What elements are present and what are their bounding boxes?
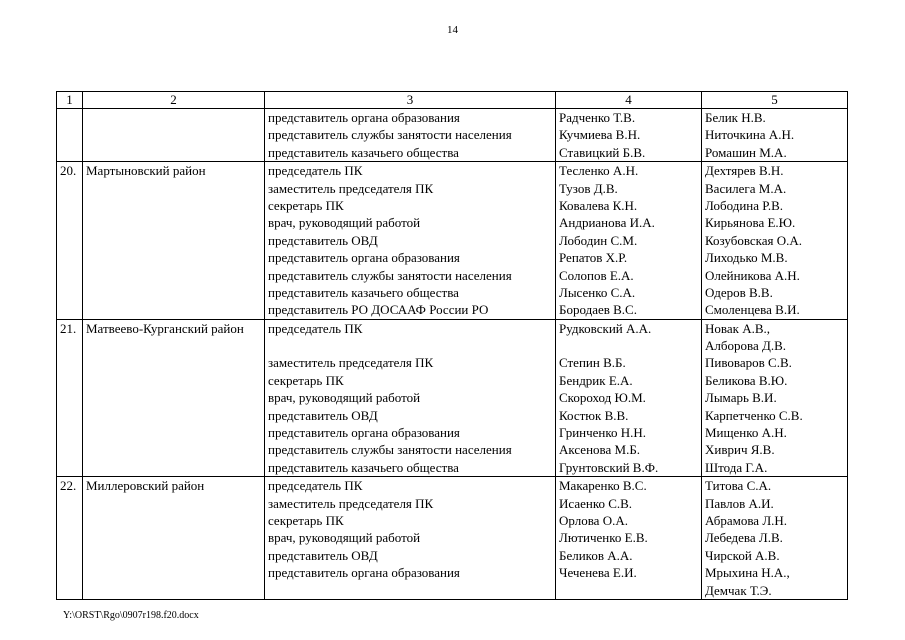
cell-line: Степин В.Б.: [559, 355, 626, 371]
cell-line: Беликова В.Ю.: [705, 372, 788, 388]
cell-line: 20.: [60, 163, 77, 179]
cell-line: Макаренко В.С.: [559, 478, 647, 494]
cell-line: Кучмиева В.Н.: [559, 127, 641, 143]
cell-line: [268, 582, 552, 599]
cell-line: Исаенко С.В.: [559, 495, 633, 511]
cell-line: Ставицкий Б.В.: [559, 144, 646, 160]
member-cell: [556, 162, 702, 320]
cell-line: Василега М.А.: [705, 180, 787, 196]
cell-line: Ковалева К.Н.: [559, 197, 638, 213]
table-row: [57, 109, 848, 162]
cell-line: председатель ПК: [268, 163, 363, 179]
column-header-5: 5: [702, 92, 848, 109]
cell-line: Матвеево-Курганский район: [86, 320, 244, 336]
cell-line: представитель ОВД: [268, 407, 378, 423]
cell-line: Скороход Ю.М.: [559, 390, 646, 406]
cell-line: врач, руководящий работой: [268, 215, 421, 231]
cell-line: Лебедева Л.В.: [705, 530, 783, 546]
cell-line: Демчак Т.Э.: [705, 582, 772, 598]
cell-line: заместитель председателя ПК: [268, 495, 434, 511]
role-cell: [265, 477, 556, 600]
cell-line: председатель ПК: [268, 320, 363, 336]
cell-line: Радченко Т.В.: [559, 110, 636, 125]
header-row: [57, 92, 848, 109]
cell-line: [559, 337, 698, 354]
cell-line: Гринченко Н.Н.: [559, 425, 647, 441]
cell-line: Бородаев В.С.: [559, 302, 637, 318]
cell-line: Репатов Х.Р.: [559, 250, 628, 266]
cell-line: Дехтярев В.Н.: [705, 163, 784, 179]
cell-line: врач, руководящий работой: [268, 530, 421, 546]
cell-line: Беликов А.А.: [559, 547, 633, 563]
cell-line: Бендрик Е.А.: [559, 372, 633, 388]
cell-line: Солопов Е.А.: [559, 267, 634, 283]
cell-line: секретарь ПК: [268, 372, 344, 388]
cell-line: Чеченева Е.И.: [559, 565, 637, 581]
reserve-cell: [702, 109, 848, 162]
cell-line: Мартыновский район: [86, 163, 206, 179]
district-cell: [83, 319, 265, 477]
cell-line: представитель ОВД: [268, 547, 378, 563]
cell-line: представитель казачьего общества: [268, 144, 459, 160]
role-cell: [265, 162, 556, 320]
cell-line: представитель службы занятости населения: [268, 127, 512, 143]
cell-line: Штода Г.А.: [705, 459, 768, 475]
member-cell: [556, 477, 702, 600]
cell-line: представитель органа образования: [268, 565, 460, 581]
cell-line: Ромашин М.А.: [705, 144, 787, 160]
column-header-3: 3: [265, 92, 556, 109]
row-number-cell: [57, 477, 83, 600]
file-path: Y:\ORST\Rgo\0907r198.f20.docx: [63, 610, 199, 621]
member-cell: [556, 109, 702, 162]
column-header-2: 2: [83, 92, 265, 109]
cell-line: врач, руководящий работой: [268, 390, 421, 406]
cell-line: секретарь ПК: [268, 197, 344, 213]
cell-line: 22.: [60, 478, 77, 494]
cell-line: [268, 337, 552, 354]
reserve-cell: [702, 319, 848, 477]
cell-line: 21.: [60, 320, 77, 336]
cell-line: Орлова О.А.: [559, 512, 628, 528]
role-cell: [265, 319, 556, 477]
cell-line: Рудковский А.А.: [559, 320, 652, 336]
cell-line: [60, 109, 79, 126]
cell-line: Карпетченко С.В.: [705, 407, 803, 423]
cell-line: представитель казачьего общества: [268, 459, 459, 475]
cell-line: представитель органа образования: [268, 250, 460, 266]
row-number-cell: [57, 109, 83, 162]
cell-line: Кирьянова Е.Ю.: [705, 215, 796, 231]
cell-line: Титова С.А.: [705, 478, 772, 494]
page-number: 14: [447, 24, 458, 36]
cell-line: Аксенова М.Б.: [559, 442, 641, 458]
cell-line: Тузов Д.В.: [559, 180, 618, 196]
cell-line: Лободина Р.В.: [705, 197, 784, 213]
cell-line: Одеров В.В.: [705, 284, 773, 300]
cell-line: Костюк В.В.: [559, 407, 629, 423]
member-cell: [556, 319, 702, 477]
cell-line: Грунтовский В.Ф.: [559, 459, 659, 475]
cell-line: представитель РО ДОСААФ России РО: [268, 302, 489, 318]
row-number-cell: [57, 319, 83, 477]
table-row: [57, 162, 848, 320]
cell-line: представитель казачьего общества: [268, 284, 459, 300]
cell-line: Тесленко А.Н.: [559, 163, 639, 179]
cell-line: заместитель председателя ПК: [268, 355, 434, 371]
cell-line: заместитель председателя ПК: [268, 180, 434, 196]
cell-line: Хиврич Я.В.: [705, 442, 775, 458]
cell-line: Миллеровский район: [86, 478, 205, 494]
cell-line: представитель ОВД: [268, 232, 378, 248]
cell-line: председатель ПК: [268, 478, 363, 494]
cell-line: Мищенко А.Н.: [705, 425, 787, 441]
cell-line: Смоленцева В.И.: [705, 302, 800, 318]
district-cell: [83, 162, 265, 320]
cell-line: Ниточкина А.Н.: [705, 127, 795, 143]
cell-line: Лымарь В.И.: [705, 390, 777, 406]
cell-line: Пивоваров С.В.: [705, 355, 792, 371]
table-row: [57, 477, 848, 600]
cell-line: Алборова Д.В.: [705, 338, 787, 354]
district-cell: [83, 109, 265, 162]
cell-line: Олейникова А.Н.: [705, 267, 800, 283]
reserve-cell: [702, 477, 848, 600]
cell-line: Козубовская О.А.: [705, 232, 803, 248]
cell-line: представитель органа образования: [268, 425, 460, 441]
cell-line: представитель службы занятости населения: [268, 442, 512, 458]
column-header-4: 4: [556, 92, 702, 109]
column-header-1: 1: [57, 92, 83, 109]
cell-line: Павлов А.И.: [705, 495, 774, 511]
commission-table: [56, 91, 848, 600]
district-cell: [83, 477, 265, 600]
cell-line: Белик Н.В.: [705, 110, 766, 125]
reserve-cell: [702, 162, 848, 320]
cell-line: Мрыхина Н.А.,: [705, 565, 790, 581]
role-cell: [265, 109, 556, 162]
cell-line: Лиходько М.В.: [705, 250, 788, 266]
cell-line: Андрианова И.А.: [559, 215, 655, 231]
cell-line: секретарь ПК: [268, 512, 344, 528]
cell-line: Чирской А.В.: [705, 547, 780, 563]
cell-line: Лысенко С.А.: [559, 284, 636, 300]
cell-line: представитель службы занятости населения: [268, 267, 512, 283]
cell-line: Абрамова Л.Н.: [705, 512, 788, 528]
cell-line: Лютиченко Е.В.: [559, 530, 648, 546]
cell-line: представитель органа образования: [268, 110, 460, 125]
cell-line: Новак А.В.,: [705, 320, 770, 336]
cell-line: [559, 582, 698, 599]
table-row: [57, 319, 848, 477]
row-number-cell: [57, 162, 83, 320]
cell-line: Лободин С.М.: [559, 232, 638, 248]
